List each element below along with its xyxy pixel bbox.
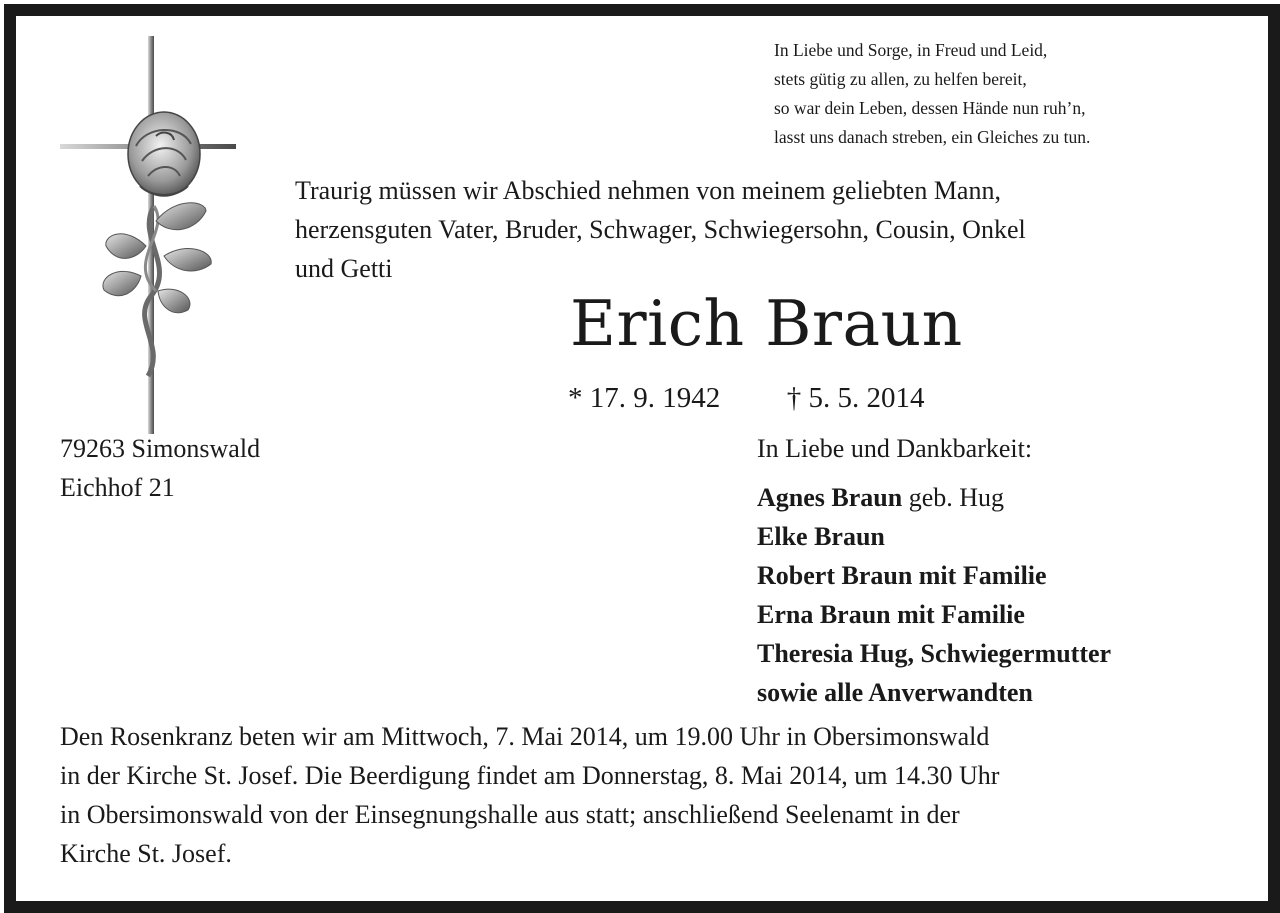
list-item bbox=[757, 517, 1111, 556]
mourner-name: Elke Braun bbox=[757, 522, 885, 551]
birth-date: * 17. 9. 1942 bbox=[568, 382, 721, 414]
mourners-list bbox=[757, 478, 1111, 712]
address-block bbox=[60, 429, 260, 507]
list-item bbox=[757, 556, 1111, 595]
footer-line: Kirche St. Josef. bbox=[60, 839, 232, 868]
address-line: 79263 Simonswald bbox=[60, 434, 261, 463]
poem-line: lasst uns danach streben, ein Gleiches zu tun. bbox=[774, 127, 1091, 147]
obituary-notice bbox=[4, 4, 1280, 913]
mourner-suffix: geb. Hug bbox=[902, 483, 1005, 512]
mourner-name: sowie alle Anverwandten bbox=[757, 678, 1033, 707]
address-line: Eichhof 21 bbox=[60, 473, 175, 502]
list-item bbox=[757, 595, 1111, 634]
footer-line: Den Rosenkranz beten wir am Mittwoch, 7. Mai 2014, um 19.00 Uhr in Obersimonswald bbox=[60, 722, 990, 751]
intro-text bbox=[295, 171, 1240, 288]
cross-with-rose-icon bbox=[56, 36, 246, 436]
poem-line: In Liebe und Sorge, in Freud und Leid, bbox=[774, 40, 1048, 60]
poem-line: stets gütig zu allen, zu helfen bereit, bbox=[774, 69, 1027, 89]
intro-line: herzensguten Vater, Bruder, Schwager, Schwiegersohn, Cousin, Onkel bbox=[295, 215, 1026, 244]
footer-line: in der Kirche St. Josef. Die Beerdigung findet am Donnerstag, 8. Mai 2014, um 14.30 Uhr bbox=[60, 761, 1000, 790]
thanks-heading: In Liebe und Dankbarkeit: bbox=[757, 434, 1033, 463]
list-item bbox=[757, 634, 1111, 673]
poem-line: so war dein Leben, dessen Hände nun ruh’n, bbox=[774, 98, 1086, 118]
mourner-name: Theresia Hug, Schwiegermutter bbox=[757, 639, 1112, 668]
list-item bbox=[757, 478, 1111, 517]
death-date: † 5. 5. 2014 bbox=[786, 382, 925, 414]
mourner-name: Robert Braun mit Familie bbox=[757, 561, 1047, 590]
intro-line: Traurig müssen wir Abschied nehmen von meinem geliebten Mann, bbox=[295, 176, 1001, 205]
intro-line: und Getti bbox=[295, 254, 393, 283]
memorial-poem bbox=[774, 36, 1090, 152]
life-dates bbox=[568, 378, 925, 418]
list-item bbox=[757, 673, 1111, 712]
footer-line: in Obersimonswald von der Einsegnungshalle aus statt; anschließend Seelenamt in der bbox=[60, 800, 960, 829]
deceased-name: Erich Braun bbox=[570, 287, 963, 360]
mourner-name: Agnes Braun bbox=[757, 483, 903, 512]
service-details bbox=[60, 717, 1245, 873]
mourner-name: Erna Braun mit Familie bbox=[757, 600, 1025, 629]
